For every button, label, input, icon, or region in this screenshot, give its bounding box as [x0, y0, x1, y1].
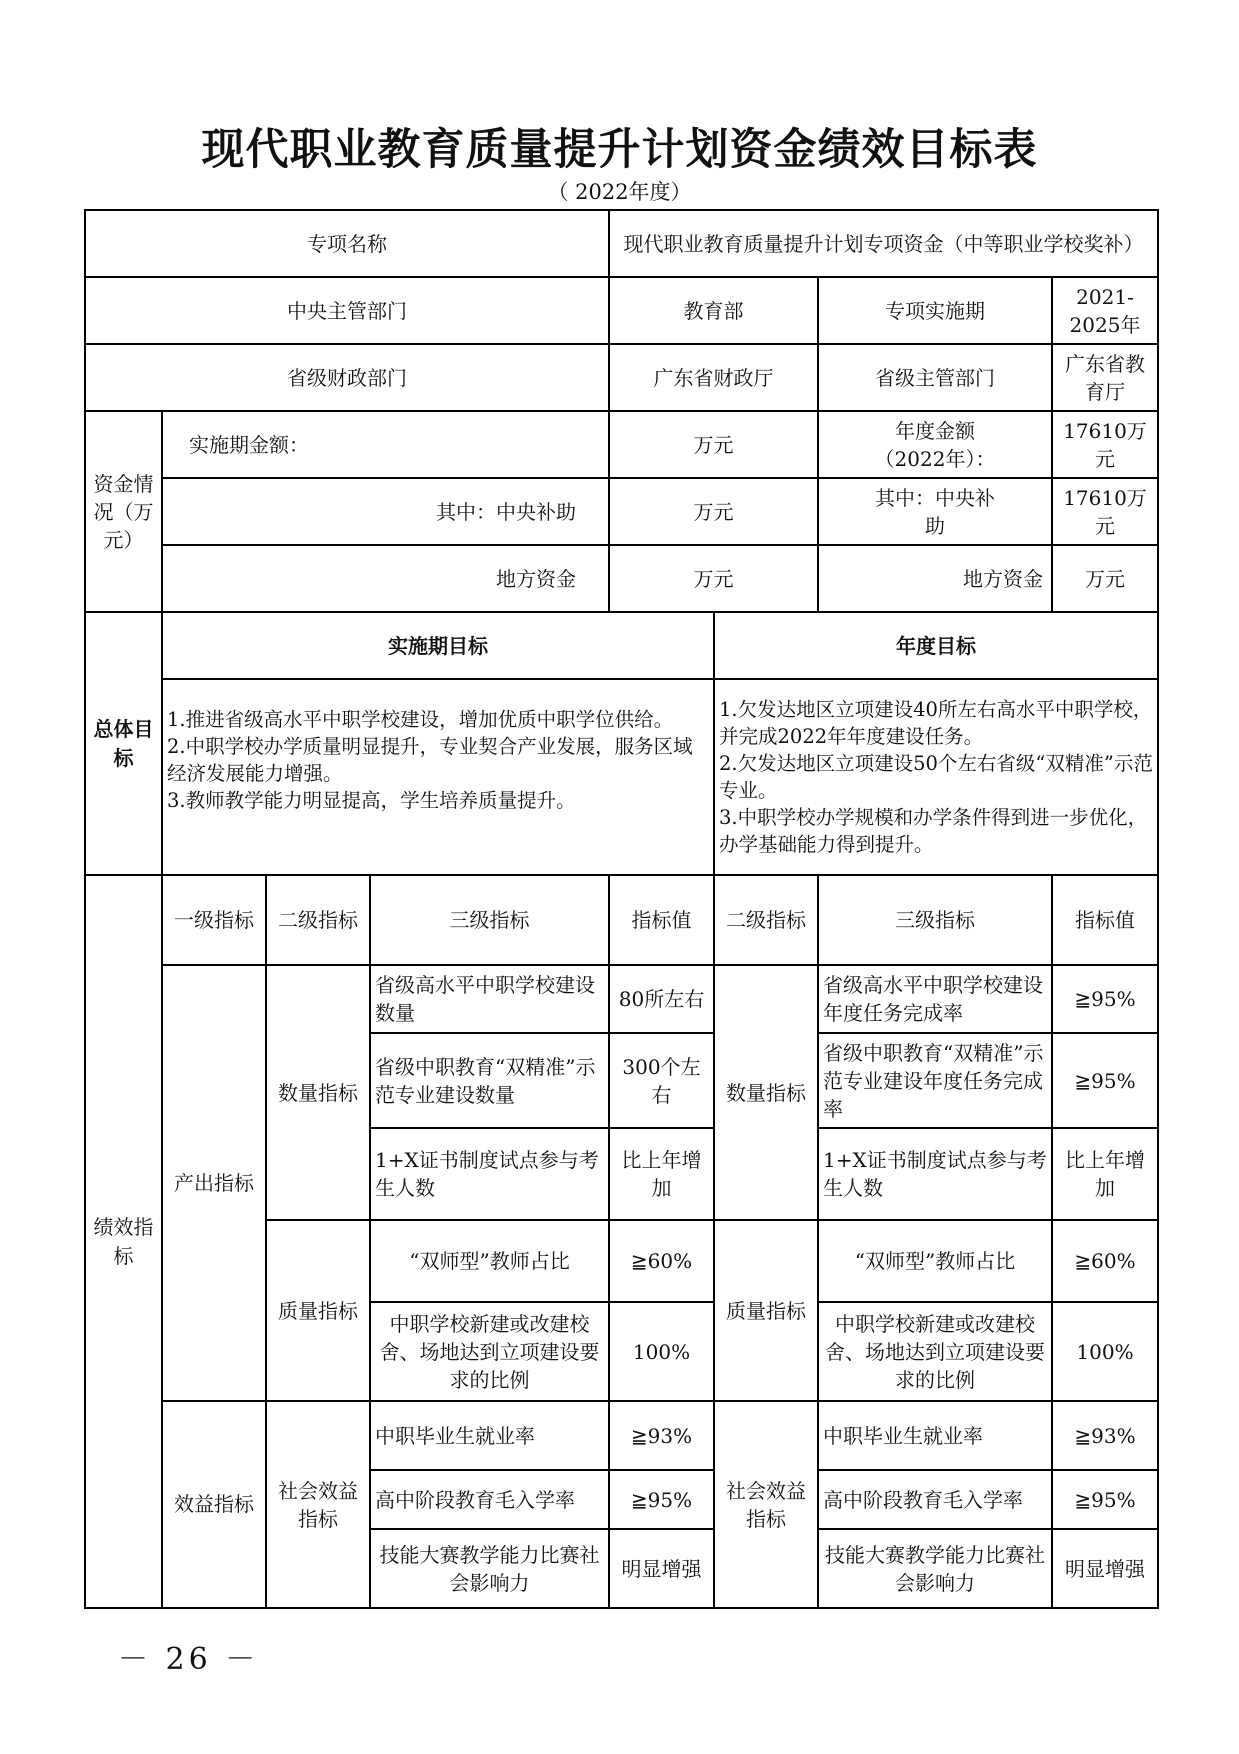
- prov-finance-label: 省级财政部门: [85, 344, 609, 411]
- prov-dept-label: 省级主管部门: [818, 344, 1052, 411]
- project-name-value: 现代职业教育质量提升计划专项资金（中等职业学校奖补）: [609, 210, 1158, 277]
- prov-finance-value: 广东省财政厅: [609, 344, 818, 411]
- funds-local-annual-label: 地方资金: [818, 545, 1052, 612]
- indicator-value: ≧60%: [609, 1220, 714, 1302]
- indicator-value-annual: ≧60%: [1052, 1220, 1158, 1302]
- page-number: － 26 －: [118, 1642, 260, 1677]
- goals-annual-list: [714, 679, 1158, 875]
- period-value: 2021-2025年: [1052, 277, 1158, 344]
- page-subtitle: （ 2022年度）: [547, 180, 692, 204]
- quantity-indicator-label: 数量指标: [266, 965, 370, 1220]
- indicator-value: 比上年增加: [609, 1128, 714, 1220]
- goals-period-header: 实施期目标: [162, 612, 714, 679]
- funds-section-label: 资金情况（万元）: [85, 411, 162, 612]
- benefit-indicator-label: 效益指标: [162, 1401, 266, 1608]
- indicator-value: 明显增强: [609, 1529, 714, 1608]
- central-dept-value: 教育部: [609, 277, 818, 344]
- level3-indicator-annual: 中职毕业生就业率: [818, 1401, 1052, 1470]
- social-indicator-label: 社会效益指标: [266, 1401, 370, 1608]
- central-dept-label: 中央主管部门: [85, 277, 609, 344]
- goals-annual-header: 年度目标: [714, 612, 1158, 679]
- funds-total-label: 实施期金额：: [162, 411, 609, 478]
- level3-indicator-annual: 省级高水平中职学校建设年度任务完成率: [818, 965, 1052, 1033]
- level3-indicator-annual: 高中阶段教育毛入学率: [818, 1470, 1052, 1529]
- col-level3-header: 三级指标: [370, 875, 609, 965]
- goals-section-label: 总体目标: [85, 612, 162, 875]
- social-indicator-label-annual: 社会效益指标: [714, 1401, 818, 1608]
- quality-indicator-label: 质量指标: [266, 1220, 370, 1401]
- funds-local-value: 万元: [609, 545, 818, 612]
- goal-period-item: 1.推进省级高水平中职学校建设，增加优质中职学位供给。: [167, 708, 674, 731]
- indicator-value-annual: 比上年增加: [1052, 1128, 1158, 1220]
- level3-indicator: 中职毕业生就业率: [370, 1401, 609, 1470]
- level3-indicator-annual: 1+X证书制度试点参与考生人数: [818, 1128, 1052, 1220]
- level3-indicator: 省级中职教育“双精准”示范专业建设数量: [370, 1033, 609, 1128]
- indicator-value-annual: ≧95%: [1052, 1033, 1158, 1128]
- indicator-value-annual: 明显增强: [1052, 1529, 1158, 1608]
- goal-period-item: 2.中职学校办学质量明显提升，专业契合产业发展，服务区域经济发展能力增强。: [167, 735, 693, 785]
- header-row-provincial: [85, 344, 1158, 411]
- prov-dept-value: 广东省教育厅: [1052, 344, 1158, 411]
- col-level3-header-annual: 三级指标: [818, 875, 1052, 965]
- level3-indicator-annual: 省级中职教育“双精准”示范专业建设年度任务完成率: [818, 1033, 1052, 1128]
- indicator-value-annual: ≧95%: [1052, 965, 1158, 1033]
- header-row-project: [85, 210, 1158, 277]
- level3-indicator-annual: 中职学校新建或改建校舍、场地达到立项建设要求的比例: [818, 1302, 1052, 1401]
- funds-central-label: 其中：中央补助: [162, 478, 609, 545]
- level3-indicator: 省级高水平中职学校建设数量: [370, 965, 609, 1033]
- goals-content-row: [85, 679, 1158, 875]
- indicator-value: 80所左右: [609, 965, 714, 1033]
- period-label: 专项实施期: [818, 277, 1052, 344]
- header-row-central: [85, 277, 1158, 344]
- col-level1-header: 一级指标: [162, 875, 266, 965]
- level3-indicator: “双师型”教师占比: [370, 1220, 609, 1302]
- quantity-indicator-label-annual: 数量指标: [714, 965, 818, 1220]
- funds-annual-label-line1: 年度金额: [895, 418, 975, 443]
- level3-indicator: 1+X证书制度试点参与考生人数: [370, 1128, 609, 1220]
- indicator-value-annual: ≧93%: [1052, 1401, 1158, 1470]
- level3-indicator-annual: “双师型”教师占比: [818, 1220, 1052, 1302]
- funds-central-annual-label: [818, 478, 1052, 545]
- indicators-section-label: 绩效指标: [85, 875, 162, 1608]
- indicator-value: 300个左右: [609, 1033, 714, 1128]
- goals-header-row: [85, 612, 1158, 679]
- page-title: 现代职业教育质量提升计划资金绩效目标表: [201, 125, 1038, 175]
- goal-annual-item: 2.欠发达地区立项建设50个左右省级“双精准”示范专业。: [719, 752, 1153, 802]
- goal-annual-item: 3.中职学校办学规模和办学条件得到进一步优化，办学基础能力得到提升。: [719, 806, 1148, 856]
- output-indicator-label: 产出指标: [162, 965, 266, 1401]
- col-level2-header-annual: 二级指标: [714, 875, 818, 965]
- funds-row-local: [85, 545, 1158, 612]
- level3-indicator: 技能大赛教学能力比赛社会影响力: [370, 1529, 609, 1608]
- indicator-value: 100%: [609, 1302, 714, 1401]
- funds-central-annual-label-line1: 其中：中央补: [875, 485, 995, 510]
- indicator-value: ≧95%: [609, 1470, 714, 1529]
- goal-period-item: 3.教师教学能力明显提高，学生培养质量提升。: [167, 789, 576, 812]
- goal-annual-item: 1.欠发达地区立项建设40所左右高水平中职学校，并完成2022年年度建设任务。: [719, 698, 1153, 748]
- table-row: [85, 1401, 1158, 1470]
- funds-central-annual-label-line2: 助: [925, 513, 945, 538]
- performance-target-table: [84, 209, 1159, 1609]
- project-name-label: 专项名称: [85, 210, 609, 277]
- indicator-header-row: [85, 875, 1158, 965]
- funds-local-annual-value: 万元: [1052, 545, 1158, 612]
- table-row: [85, 965, 1158, 1033]
- funds-local-label: 地方资金: [162, 545, 609, 612]
- col-level2-header: 二级指标: [266, 875, 370, 965]
- indicator-value-annual: 100%: [1052, 1302, 1158, 1401]
- funds-central-value: 万元: [609, 478, 818, 545]
- indicator-value: ≧93%: [609, 1401, 714, 1470]
- indicator-value-annual: ≧95%: [1052, 1470, 1158, 1529]
- level3-indicator: 中职学校新建或改建校舍、场地达到立项建设要求的比例: [370, 1302, 609, 1401]
- funds-total-value: 万元: [609, 411, 818, 478]
- col-value-header: 指标值: [609, 875, 714, 965]
- funds-central-annual-value: 17610万元: [1052, 478, 1158, 545]
- funds-row-central: [85, 478, 1158, 545]
- level3-indicator: 高中阶段教育毛入学率: [370, 1470, 609, 1529]
- col-value-header-annual: 指标值: [1052, 875, 1158, 965]
- quality-indicator-label-annual: 质量指标: [714, 1220, 818, 1401]
- funds-row-total: [85, 411, 1158, 478]
- level3-indicator-annual: 技能大赛教学能力比赛社会影响力: [818, 1529, 1052, 1608]
- funds-annual-label: [818, 411, 1052, 478]
- goals-period-list: [162, 679, 714, 875]
- funds-annual-value: 17610万元: [1052, 411, 1158, 478]
- funds-annual-label-line2: （2022年）：: [874, 446, 996, 471]
